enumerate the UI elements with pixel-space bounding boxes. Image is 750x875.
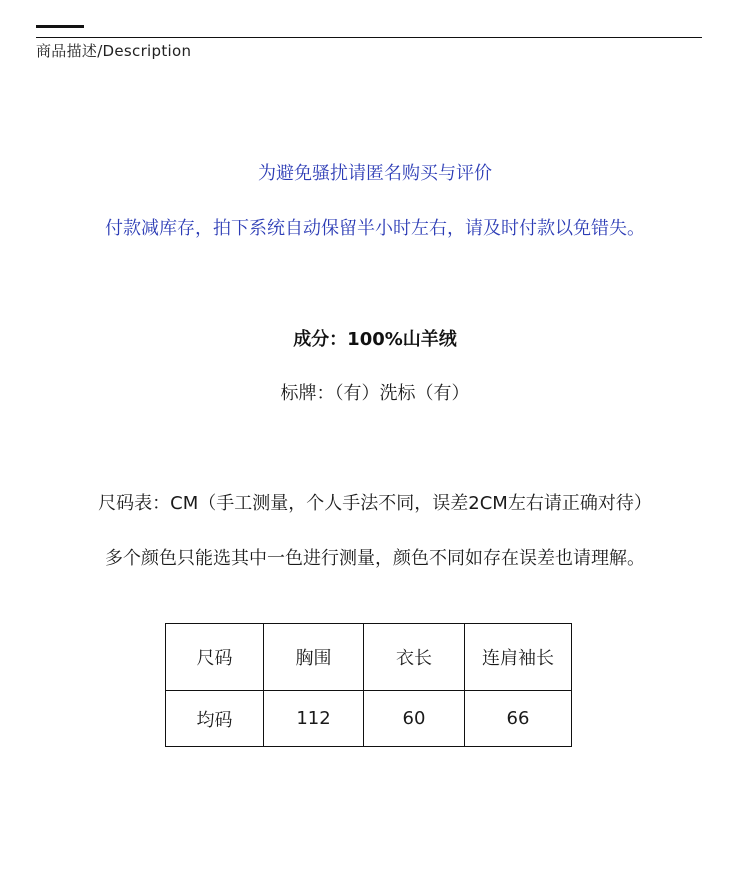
size-table-header-cell: 连肩袖长 [465,624,572,691]
size-table-header-row [166,624,572,691]
anonymous-notice: 为避免骚扰请匿名购买与评价 [258,163,492,184]
header-accent-bar [36,25,84,28]
size-table-row [166,691,572,747]
size-table-header-cell: 尺码 [166,624,264,691]
size-table-cell: 112 [264,691,364,747]
payment-notice: 付款减库存，拍下系统自动保留半小时左右，请及时付款以免错失。 [105,218,645,239]
section-title: 商品描述/Description [36,42,192,60]
size-table-header-cell: 胸围 [264,624,364,691]
tags-text: 标牌：（有）洗标（有） [280,383,470,404]
size-table-cell: 66 [465,691,572,747]
color-measure-note: 多个颜色只能选其中一色进行测量，颜色不同如存在误差也请理解。 [105,548,645,569]
size-table-cell: 60 [364,691,465,747]
size-chart-intro: 尺码表：CM（手工测量，个人手法不同，误差2CM左右请正确对待） [98,493,652,514]
size-table [165,623,572,747]
size-table-header-cell: 衣长 [364,624,465,691]
header-divider [36,37,702,38]
size-table-cell: 均码 [166,691,264,747]
composition-text: 成分：100%山羊绒 [293,329,457,350]
